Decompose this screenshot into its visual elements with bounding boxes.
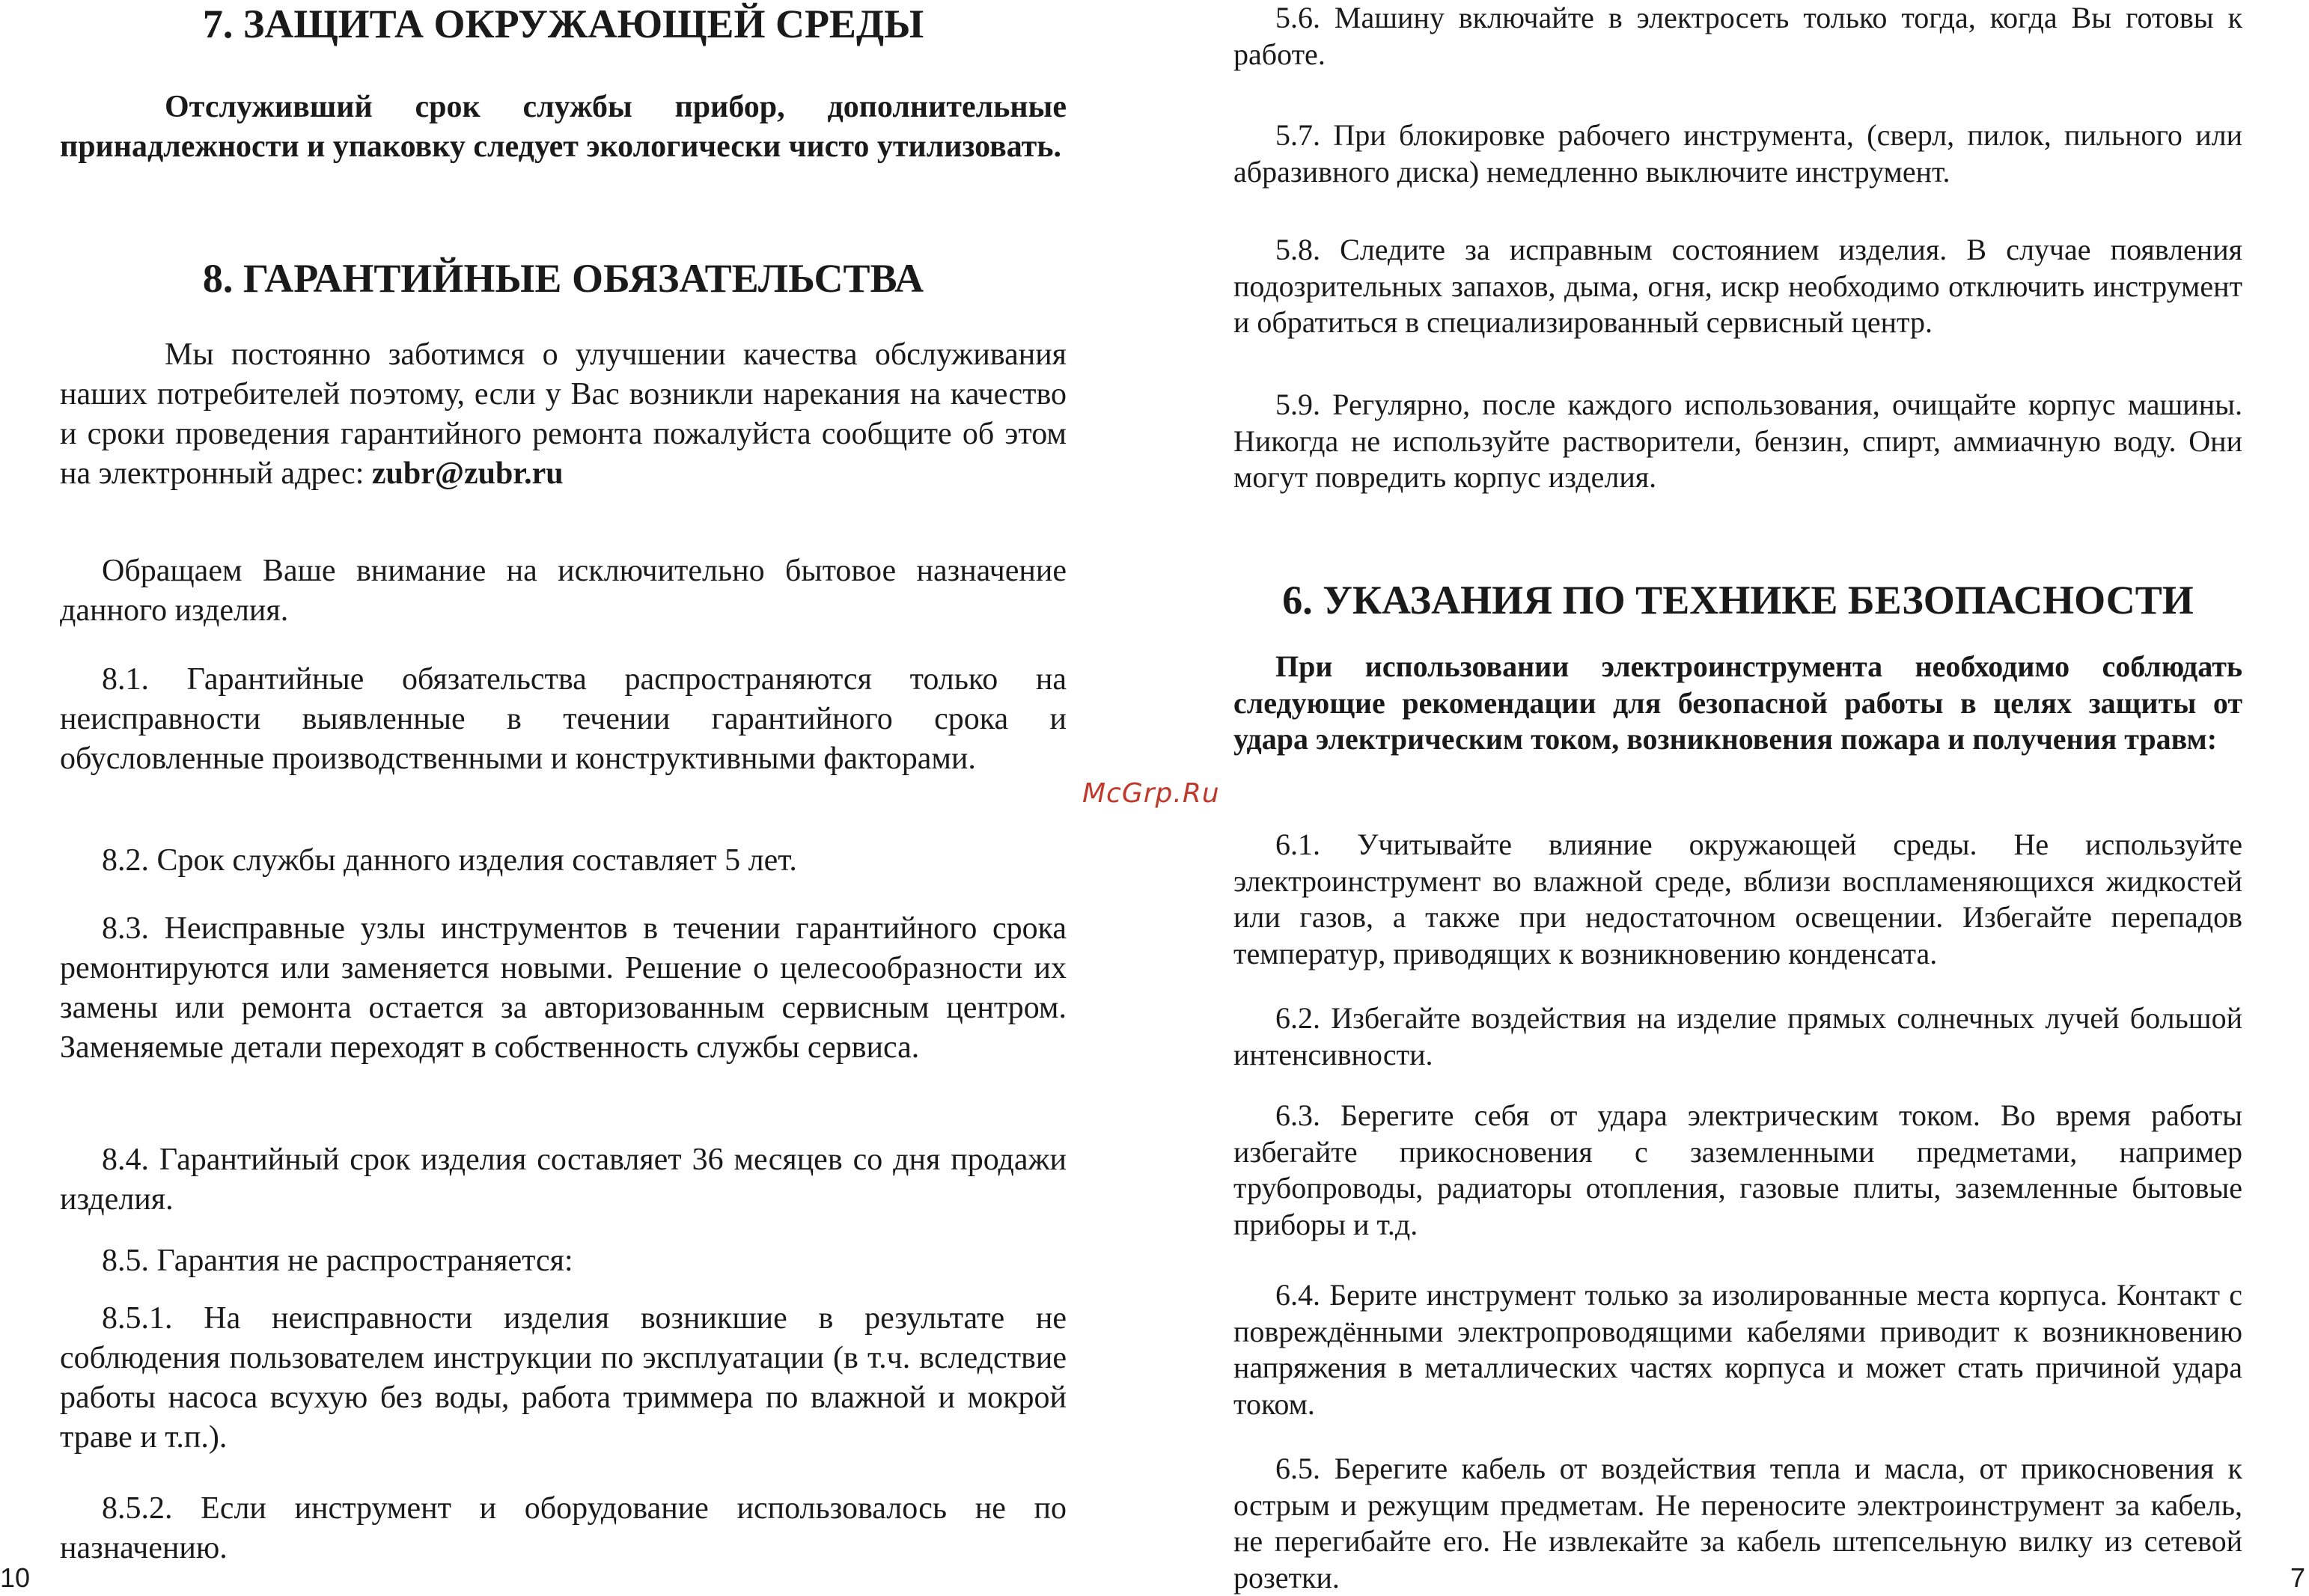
paragraph-5-7: 5.7. При блокировке рабочего инструмента, (сверл, пилок, пильного или абразивного диска) немедленно выключите инструмент. <box>1233 118 2242 189</box>
section-8-title: 8. ГАРАНТИЙНЫЕ ОБЯЗАТЕЛЬСТВА <box>202 256 924 301</box>
left-page-number: 10 <box>0 1562 31 1593</box>
paragraph-8-1: 8.1. Гарантийные обязательства распространяются только на неисправности выявленные в течении гарантийного срока и обусловленные производственными и конструктивными факторами. <box>60 662 1067 776</box>
paragraph-5-6: 5.6. Машину включайте в электросеть только тогда, когда Вы готовы к работе. <box>1233 1 2242 71</box>
section-7-title: 7. ЗАЩИТА ОКРУЖАЮЩЕЙ СРЕДЫ <box>202 1 924 46</box>
paragraph-6-2: 6.2. Избегайте воздействия на изделие прямых солнечных лучей большой интенсивности. <box>1233 1001 2242 1071</box>
paragraph-8-5-2: 8.5.2. Если инструмент и оборудование использовалось не по назначению. <box>60 1491 1067 1565</box>
paragraph-8-2: 8.2. Срок службы данного изделия составляет 5 лет. <box>102 843 797 878</box>
paragraph-6-4: 6.4. Берите инструмент только за изолированные места корпуса. Контакт с повреждёнными электропроводящими кабелями приводит к возникновению напряжения в металлических частях корпуса и может стать причиной удара током. <box>1233 1278 2242 1421</box>
paragraph-8-3: 8.3. Неисправные узлы инструментов в течении гарантийного срока ремонтируются или заменяется новыми. Решение о целесообразности их замены или ремонта остается за авторизованным сервисным центром. Заменяемые детали переходят в собственность службы сервиса. <box>60 911 1067 1065</box>
paragraph-5-9: 5.9. Регулярно, после каждого использования, очищайте корпус машины. Никогда не используйте растворители, бензин, спирт, аммиачную воду. Они могут повредить корпус изделия. <box>1233 388 2242 494</box>
paragraph-6-5: 6.5. Берегите кабель от воздействия тепла и масла, от прикосновения к острым и режущим предметам. Не переносите электроинструмент за кабель, не перегибайте его. Не извлекайте за кабель штепсельную вилку из сетевой розетки. <box>1233 1452 2242 1595</box>
paragraph-6-3: 6.3. Берегите себя от удара электрическим током. Во время работы избегайте прикосновения с заземленными предметами, например трубопроводы, радиаторы отопления, газовые плиты, заземленные бытовые приборы и т.д. <box>1233 1098 2242 1241</box>
section-7-text: Отслуживший срок службы прибор, дополнительные принадлежности и упаковку следует экологически чисто утилизовать. <box>60 90 1067 164</box>
intro-text: Мы постоянно заботимся о улучшении качества обслуживания наших потребителей поэтому, если у Вас возникли нарекания на качество и сроки проведения гарантийного ремонта пожалуйста сообщите об этом на электронный адрес: <box>60 337 1067 491</box>
paragraph-8-5: 8.5. Гарантия не распространяется: <box>102 1244 573 1278</box>
section-6-intro: При использовании электроинструмента необходимо соблюдать следующие рекомендации для безопасной работы в целях защиты от удара электрическим током, возникновения пожара и получения травм: <box>1233 649 2242 756</box>
watermark: McGrp.Ru <box>1082 778 1220 809</box>
email-address: zubr@zubr.ru <box>371 456 564 491</box>
paragraph-6-1: 6.1. Учитывайте влияние окружающей среды. Не используйте электроинструмент во влажной среде, вблизи воспламеняющихся жидкостей или газов, а также при недостаточном освещении. Избегайте перепадов температур, приводящих к возникновению конденсата. <box>1233 828 2242 970</box>
paragraph-5-8: 5.8. Следите за исправным состоянием изделия. В случае появления подозрительных запахов, дыма, огня, искр необходимо отключить инструмент и обратиться в специализированный сервисный центр. <box>1233 233 2242 339</box>
section-8-intro <box>60 335 1067 494</box>
right-page-number: 7 <box>2290 1562 2306 1593</box>
paragraph-8-5-1: 8.5.1. На неисправности изделия возникшие в результате не соблюдения пользователем инструкции по эксплуатации (в т.ч. вследствие работы насоса всухую без воды, работа триммера по влажной и мокрой траве и т.п.). <box>60 1301 1067 1455</box>
notice-paragraph: Обращаем Ваше внимание на исключительно бытовое назначение данного изделия. <box>60 554 1067 628</box>
section-6-title: 6. УКАЗАНИЯ ПО ТЕХНИКЕ БЕЗОПАСНОСТИ <box>1282 578 2194 623</box>
paragraph-8-4: 8.4. Гарантийный срок изделия составляет 36 месяцев со дня продажи изделия. <box>60 1143 1067 1217</box>
